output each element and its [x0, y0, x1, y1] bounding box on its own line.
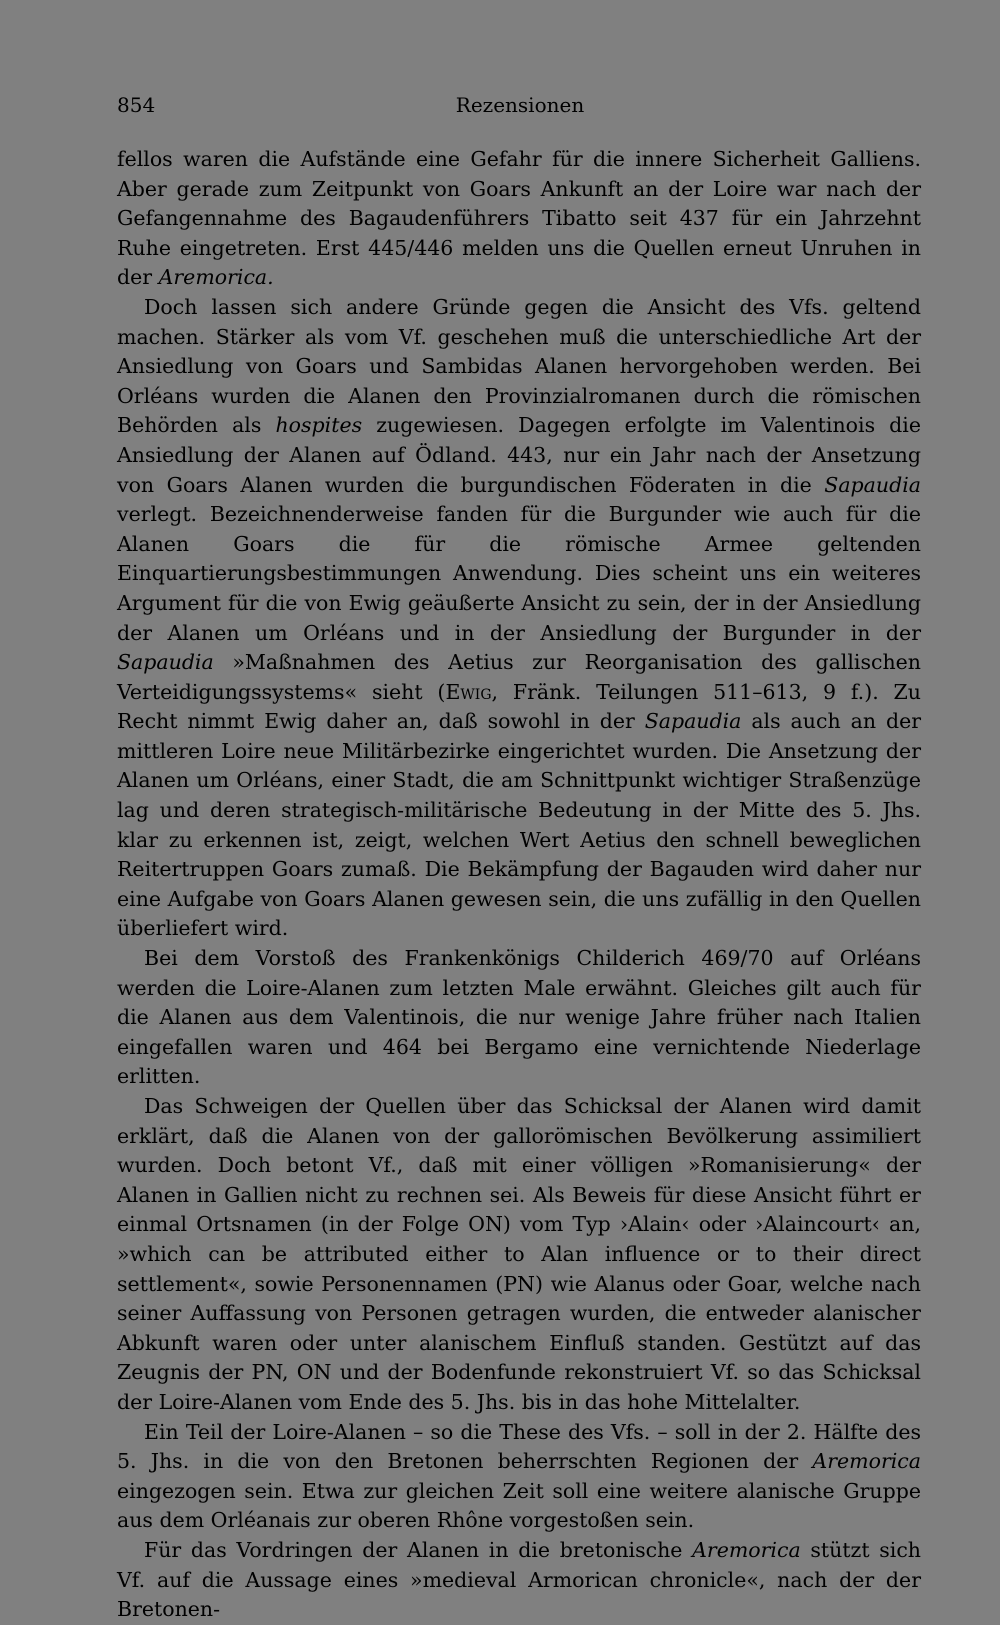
paragraph [117, 1092, 921, 1418]
text-run: verlegt. Bezeichnenderweise fanden für die Burgunder wie auch für die Alanen Goars die für die römische Armee geltenden Einquartierungsbestimmungen Anwendung. Dies scheint uns ein weiteres Argument für die von Ewig geäußerte Ansicht zu sein, der in der Ansiedlung der Alanen um Orléans und in der Ansiedlung der Burgunder in der [117, 502, 921, 645]
italic-term: Aremorica. [158, 265, 274, 290]
small-caps-author: Ewig [445, 679, 492, 704]
text-run: »Maßnahmen des Aetius zur Reorganisation des gallischen Verteidigungssystems« sieht ( [117, 650, 921, 704]
text-run: Für das Vordringen der Alanen in die bretonische [144, 1537, 693, 1562]
paragraph [117, 944, 921, 1092]
running-head: Rezensionen [455, 93, 585, 117]
text-run: Bei dem Vorstoß des Frankenkönigs Childerich 469/70 auf Orléans werden die Loire-Alanen zum letzten Male erwähnt. Gleiches gilt auch für die Alanen aus dem Valentinois, die nur wenige Jahre früher nach Italien eingefallen waren und 464 bei Bergamo eine vernichtende Niederlage erlitten. [117, 946, 921, 1089]
paragraph [117, 145, 921, 293]
paragraph [117, 1418, 921, 1536]
page-number: 854 [117, 93, 156, 117]
text-run: , Fränk. Teilungen 511–613, 9 f.). Zu Recht nimmt Ewig daher an, daß sowohl in der [117, 679, 921, 734]
text-run: fellos waren die Aufstände eine Gefahr für die innere Sicherheit Galliens. Aber gerade zum Zeitpunkt von Goars Ankunft an der Loire war nach der Gefangennahme des Bagaudenführers Tibatto seit 437 für ein Jahrzehnt Ruhe eingetreten. Erst 445/446 melden uns die Quellen erneut Unruhen in der [117, 147, 921, 290]
italic-term: Sapaudia [824, 472, 921, 497]
italic-term: Sapaudia [644, 709, 742, 734]
text-run: Das Schweigen der Quellen über das Schicksal der Alanen wird damit erklärt, daß die Alanen von der gallorömischen Bevölkerung assimiliert wurden. Doch betont Vf., daß mit einer völligen »Romanisierung« der Alanen in Gallien nicht zu rechnen sei. Als Beweis für diese Ansicht führt er einmal Ortsnamen (in der Folge ON) vom Typ ›Alain‹ oder ›Alaincourt‹ an, »which can be attributed either to Alan influence or to their direct settlement«, sowie Personennamen (PN) wie Alanus oder Goar, welche nach seiner Auffassung von Personen getragen wurden, die entweder alanischer Abkunft waren oder unter alanischem Einfluß standen. Gestützt auf das Zeugnis der PN, ON und der Bodenfunde rekonstruiert Vf. so das Schicksal der Loire-Alanen vom Ende des 5. Jhs. bis in das hohe Mittelalter. [117, 1094, 921, 1414]
text-run: zugewiesen. Dagegen erfolgte im Valentinois die Ansiedlung der Alanen auf Ödland. 443, nur ein Jahr nach der Ansetzung von Goars Alanen wurden die burgundischen Föderaten in die [117, 413, 921, 497]
text-run: stützt sich Vf. auf die Aussage eines »medieval Armorican chronicle«, nach der der Bretonen- [117, 1537, 921, 1622]
italic-term: Sapaudia [117, 650, 214, 675]
text-run: als auch an der mittleren Loire neue Militärbezirke eingerichtet wurden. Die Ansetzung der Alanen um Orléans, einer Stadt, die am Schnittpunkt wichtiger Straßenzüge lag und deren strategisch-militärische Bedeutung in der Mitte des 5. Jhs. klar zu erkennen ist, zeigt, welchen Wert Aetius den schnell beweglichen Reitertruppen Goars zumaß. Die Bekämpfung der Bagauden wird daher nur eine Aufgabe von Goars Alanen gewesen sein, die uns zufällig in den Quellen überliefert wird. [117, 709, 921, 941]
paragraph [117, 1536, 921, 1625]
text-run: Ein Teil der Loire-Alanen – so die These des Vfs. – soll in der 2. Hälfte des 5. Jhs. in die von den Bretonen beherrschten Regionen der [117, 1419, 921, 1474]
body-text [117, 145, 921, 1625]
italic-term: hospites [275, 413, 363, 438]
italic-term: Aremorica [692, 1537, 801, 1562]
text-run: Doch lassen sich andere Gründe gegen die Ansicht des Vfs. geltend machen. Stärker als vom Vf. geschehen muß die unterschiedliche Art der Ansiedlung von Goars und Sambidas Alanen hervorgehoben werden. Bei Orléans wurden die Alanen den Provinzialromanen durch die römischen Behörden als [117, 294, 921, 438]
text-run: eingezogen sein. Etwa zur gleichen Zeit soll eine weitere alanische Gruppe aus dem Orléanais zur oberen Rhône vorgestoßen sein. [117, 1478, 921, 1533]
paragraph [117, 293, 921, 944]
italic-term: Aremorica [812, 1449, 921, 1474]
